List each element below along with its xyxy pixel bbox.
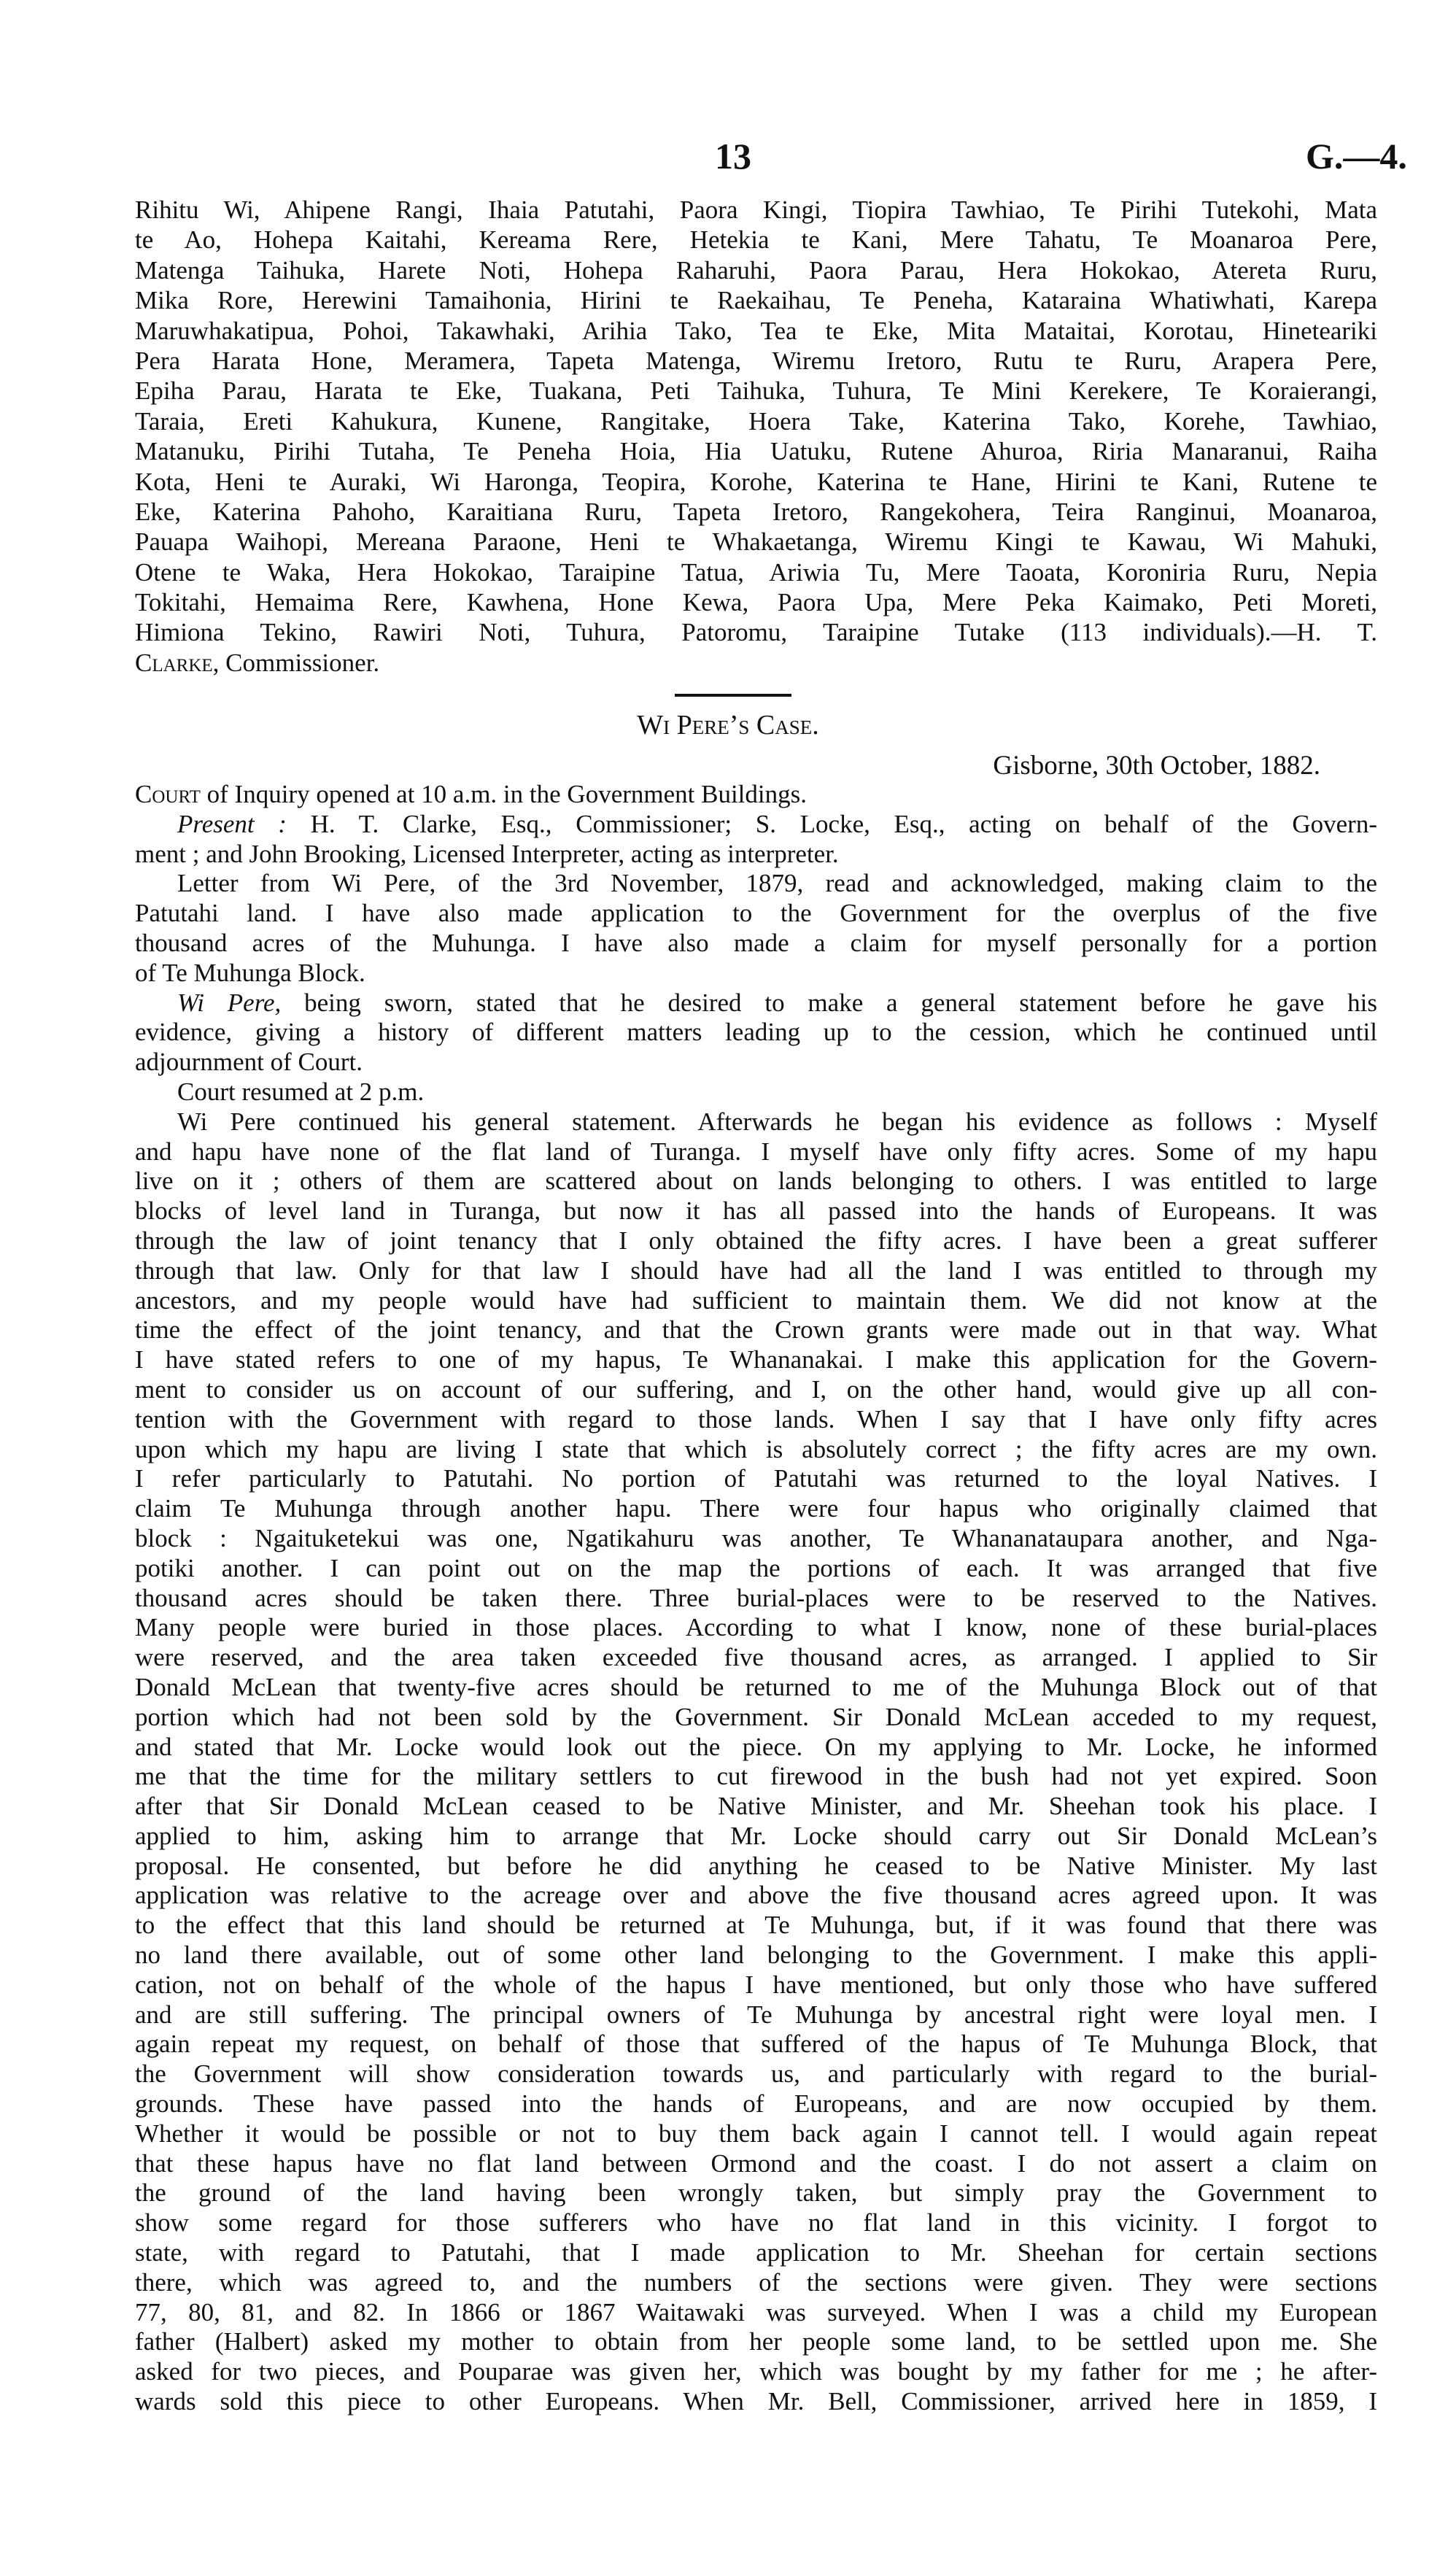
text-line: ancestors, and my people would have had sufficient to maintain them. We did not know at the: [135, 1285, 1377, 1315]
text-line: wards sold this piece to other Europeans. When Mr. Bell, Commissioner, arrived here in 1859, I: [135, 2387, 1377, 2416]
signature-title: , Commissioner.: [212, 648, 380, 677]
text-line: and stated that Mr. Locke would look out the piece. On my applying to Mr. Locke, he informed: [135, 1732, 1377, 1761]
signature-line: [135, 648, 1377, 678]
text-line: Wi Pere continued his general statement. Afterwards he began his evidence as follows : Myself: [177, 1107, 1377, 1136]
text-line: me that the time for the military settlers to cut firewood in the bush had not yet expired. Soon: [135, 1762, 1377, 1791]
text-line: block : Ngaituketekui was one, Ngatikahuru was another, Te Whananataupara another, and Nga-: [135, 1523, 1377, 1552]
text-line: asked for two pieces, and Pouparae was given her, which was bought by my father for me ; he after-: [135, 2357, 1377, 2386]
section-title-name: Wi Pere: [637, 710, 729, 740]
text-line: Donald McLean that twenty-five acres should be returned to me of the Muhunga Block out of that: [135, 1672, 1377, 1701]
text-line: grounds. These have passed into the hands of Europeans, and are now occupied by them.: [135, 2089, 1377, 2119]
text-line: and hapu have none of the flat land of Turanga. I myself have only fifty acres. Some of my hapu: [135, 1137, 1377, 1166]
paragraph-lead: Present :: [177, 809, 287, 838]
text-line: upon which my hapu are living I state that which is absolutely correct ; the fifty acres are my own.: [135, 1434, 1377, 1463]
line-text: of Inquiry opened at 10 a.m. in the Government Buildings.: [200, 780, 808, 808]
page-number: 13: [715, 136, 751, 177]
text-line: to the effect that this land should be returned at Te Muhunga, but, if it was found that there was: [135, 1911, 1377, 1940]
text-line: 77, 80, 81, and 82. In 1866 or 1867 Waitawaki was surveyed. When I was a child my European: [135, 2297, 1377, 2326]
text-line: state, with regard to Patutahi, that I made application to Mr. Sheehan for certain sections: [135, 2238, 1377, 2267]
signature-name: Clarke: [135, 648, 213, 677]
text-line: Epiha Parau, Harata te Eke, Tuakana, Peti Taihuka, Tuhura, Te Mini Kerekere, Te Koraierangi,: [135, 376, 1377, 406]
text-line: live on it ; others of them are scattered about on lands belonging to others. I was entitled to large: [135, 1167, 1377, 1196]
section-title-suffix: ’s Case.: [729, 710, 819, 740]
text-line: proposal. He consented, but before he did anything he ceased to be Native Minister. My last: [135, 1851, 1377, 1880]
text-line: time the effect of the joint tenancy, and that the Crown grants were made out in that way. What: [135, 1315, 1377, 1345]
names-paragraph: [135, 195, 1377, 678]
text-line: the Government will show consideration towards us, and particularly with regard to the burial-: [135, 2059, 1377, 2089]
text-line: that these hapus have no flat land between Ormond and the coast. I do not assert a claim on: [135, 2148, 1377, 2178]
text-line: tention with the Government with regard to those lands. When I say that I have only fifty acres: [135, 1404, 1377, 1434]
text-line: and are still suffering. The principal owners of Te Muhunga by ancestral right were loyal men. I: [135, 2000, 1377, 2029]
text-line: after that Sir Donald McLean ceased to be Native Minister, and Mr. Sheehan took his place. I: [135, 1792, 1377, 1821]
text-line: Court resumed at 2 p.m.: [177, 1077, 425, 1106]
text-line: again repeat my request, on behalf of those that suffered of the hapus of Te Muhunga Block, that: [135, 2030, 1377, 2059]
document-reference: G.—4.: [1306, 136, 1407, 177]
case-body: [135, 780, 1377, 2417]
line-text: H. T. Clarke, Esq., Commissioner; S. Locke, Esq., acting on behalf of the Govern-: [286, 809, 1377, 838]
text-line: claim Te Muhunga through another hapu. There were four hapus who originally claimed that: [135, 1494, 1377, 1523]
text-line: Matanuku, Pirihi Tutaha, Te Peneha Hoia, Hia Uatuku, Rutene Ahuroa, Riria Manaranui, Raiha: [135, 437, 1377, 466]
text-line: there, which was agreed to, and the numbers of the sections were given. They were sections: [135, 2267, 1377, 2297]
text-line: no land there available, out of some other land belonging to the Government. I make this appli-: [135, 1941, 1377, 1970]
text-line: te Ao, Hohepa Kaitahi, Kereama Rere, Hetekia te Kani, Mere Tahatu, Te Moanaroa Pere,: [135, 225, 1377, 255]
text-line: I have stated refers to one of my hapus, Te Whananakai. I make this application for the Govern-: [135, 1345, 1377, 1374]
text-line: show some regard for those sufferers who have no flat land in this vicinity. I forgot to: [135, 2208, 1377, 2237]
text-line: [135, 780, 1377, 810]
text-line: through that law. Only for that law I should have had all the land I was entitled to through my: [135, 1256, 1377, 1285]
text-line: applied to him, asking him to arrange that Mr. Locke should carry out Sir Donald McLean’s: [135, 1821, 1377, 1850]
line-text: being sworn, stated that he desired to make a general statement before he gave his: [281, 988, 1377, 1017]
text-line: Pera Harata Hone, Meramera, Tapeta Matenga, Wiremu Iretoro, Rutu te Ruru, Arapera Pere,: [135, 346, 1377, 375]
text-line: ment to consider us on account of our suffering, and I, on the other hand, would give up all con-: [135, 1374, 1377, 1404]
text-line: cation, not on behalf of the whole of the hapus I have mentioned, but only those who have suffered: [135, 1970, 1377, 1999]
text-line: [135, 810, 1377, 840]
section-divider: [675, 694, 791, 697]
text-line: Mika Rore, Herewini Tamaihonia, Hirini te Raekaihau, Te Peneha, Kataraina Whatiwhati, Karepa: [135, 286, 1377, 315]
text-line: were reserved, and the area taken exceeded five thousand acres, as arranged. I applied to Sir: [135, 1643, 1377, 1672]
paragraph-lead: Court: [135, 780, 201, 808]
text-line: Patutahi land. I have also made application to the Government for the overplus of the five: [135, 899, 1377, 928]
text-line: Maruwhakatipua, Pohoi, Takawhaki, Arihia Tako, Tea te Eke, Mita Mataitai, Korotau, Hineteariki: [135, 316, 1377, 345]
text-line: potiki another. I can point out on the map the portions of each. It was arranged that five: [135, 1553, 1377, 1582]
text-line: Pauapa Waihopi, Mereana Paraone, Heni te Whakaetanga, Wiremu Kingi te Kawau, Wi Mahuki,: [135, 527, 1377, 557]
text-line: Matenga Taihuka, Harete Noti, Hohepa Raharuhi, Paora Parau, Hera Hokokao, Atereta Ruru,: [135, 255, 1377, 285]
text-line: Whether it would be possible or not to buy them back again I cannot tell. I would again repeat: [135, 2119, 1377, 2148]
text-line: evidence, giving a history of different matters leading up to the cession, which he continued until: [135, 1018, 1377, 1047]
text-line: Many people were buried in those places. According to what I know, none of these burial-places: [135, 1613, 1377, 1642]
text-line: ment ; and John Brooking, Licensed Interpreter, acting as interpreter.: [135, 839, 839, 868]
text-line: Otene te Waka, Hera Hokokao, Taraipine Tatua, Ariwia Tu, Mere Taoata, Koroniria Ruru, Nepia: [135, 557, 1377, 587]
text-line: blocks of level land in Turanga, but now it has all passed into the hands of Europeans. It was: [135, 1196, 1377, 1226]
text-line: Letter from Wi Pere, of the 3rd November, 1879, read and acknowledged, making claim to the: [177, 869, 1377, 898]
text-line: [135, 989, 1377, 1018]
text-line: I refer particularly to Patutahi. No portion of Patutahi was returned to the loyal Natives. I: [135, 1464, 1377, 1493]
text-line: thousand acres should be taken there. Three burial-places were to be reserved to the Natives.: [135, 1583, 1377, 1612]
text-line: of Te Muhunga Block.: [135, 958, 365, 987]
text-line: portion which had not been sold by the Government. Sir Donald McLean acceded to my request,: [135, 1702, 1377, 1731]
place-date: Gisborne, 30th October, 1882.: [993, 751, 1320, 781]
section-title: [0, 709, 1456, 741]
text-line: Taraia, Ereti Kahukura, Kunene, Rangitake, Hoera Take, Katerina Tako, Korehe, Tawhiao,: [135, 406, 1377, 436]
text-line: the ground of the land having been wrongly taken, but simply pray the Government to: [135, 2178, 1377, 2208]
text-line: Tokitahi, Hemaima Rere, Kawhena, Hone Kewa, Paora Upa, Mere Peka Kaimako, Peti Moreti,: [135, 588, 1377, 617]
text-line: thousand acres of the Muhunga. I have also made a claim for myself personally for a portion: [135, 928, 1377, 957]
text-line: adjournment of Court.: [135, 1048, 363, 1077]
text-line: Himiona Tekino, Rawiri Noti, Tuhura, Patoromu, Taraipine Tutake (113 individuals).—H. T.: [135, 618, 1377, 647]
text-line: Rihitu Wi, Ahipene Rangi, Ihaia Patutahi, Paora Kingi, Tiopira Tawhiao, Te Pirihi Tutekohi, Mata: [135, 196, 1377, 224]
paragraph-lead: Wi Pere,: [177, 988, 282, 1017]
text-line: application was relative to the acreage over and above the five thousand acres agreed upon. It was: [135, 1881, 1377, 1910]
text-line: Eke, Katerina Pahoho, Karaitiana Ruru, Tapeta Iretoro, Rangekohera, Teira Ranginui, Moanaroa,: [135, 497, 1377, 526]
text-line: father (Halbert) asked my mother to obtain from her people some land, to be settled upon me. She: [135, 2327, 1377, 2356]
text-line: through the law of joint tenancy that I only obtained the fifty acres. I have been a great sufferer: [135, 1226, 1377, 1255]
text-line: Kota, Heni te Auraki, Wi Haronga, Teopira, Korohe, Katerina te Hane, Hirini te Kani, Rutene te: [135, 467, 1377, 496]
